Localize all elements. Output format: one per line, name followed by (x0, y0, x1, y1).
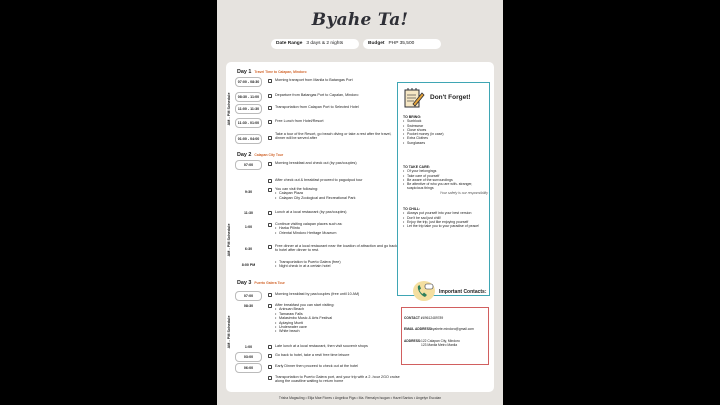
day1-schedule-label: AM - PM Schedule (227, 92, 231, 126)
day3-row (235, 374, 400, 386)
budget-label: Budget (368, 41, 385, 46)
day1-row (235, 131, 395, 147)
time-badge: 01:00 - 04:00 (235, 134, 262, 144)
itinerary-card (226, 62, 494, 392)
activity-text: Morning breakfast and check out (by pax/couples) (275, 161, 357, 165)
checkbox[interactable] (268, 179, 272, 183)
list-item: • Take care of yourself (403, 174, 488, 178)
day1-subtitle: Travel Time to Calapan, Mindoro (254, 70, 307, 74)
to-bring-section (403, 115, 488, 145)
day2-row (235, 243, 395, 255)
list-item: • Aninuan Beach (275, 307, 400, 311)
list-item: • White beach (275, 329, 400, 333)
to-take-care-section (403, 165, 488, 195)
day2-row (235, 259, 395, 271)
contact-number[interactable]: 09612489789 (423, 316, 444, 320)
to-chill-section (403, 207, 488, 228)
activity-intro: After breakfast you can start visiting: (275, 303, 335, 307)
checkbox[interactable] (268, 120, 272, 124)
day2-row (235, 160, 395, 172)
day1-heading (237, 69, 307, 75)
day3-row (235, 302, 395, 342)
checkbox[interactable] (268, 79, 272, 83)
section-heading: TO BRING: (403, 115, 422, 119)
budget-pill (363, 39, 441, 49)
date-range-pill (271, 39, 359, 49)
list-item: • Calapan City Zoological and Recreational Park (275, 196, 400, 200)
day3-heading (237, 280, 285, 286)
checkbox[interactable] (268, 365, 272, 369)
activity-text: Early Dinner then proceed to check out at the hotel (275, 364, 359, 368)
activity-intro: Continue visiting calapan places such as: (275, 222, 343, 226)
activity-text (275, 260, 400, 269)
email-row (404, 327, 474, 331)
dont-forget-title: Don't Forget! (430, 94, 471, 101)
date-range-label: Date Range (276, 41, 303, 46)
time-badge: 08:30 (235, 302, 262, 312)
checkbox[interactable] (268, 94, 272, 98)
date-range-value: 3 days & 2 nights (306, 41, 344, 46)
day2-heading (237, 152, 283, 158)
list-item: • Be aware of the surroundings (403, 178, 488, 182)
list-item: • Enjoy the trip, just like enjoying yourself (403, 220, 488, 224)
activity-text: Departure from Batangas Port to Capalan, Mindoro (275, 93, 359, 97)
time-badge: 9:30 (235, 188, 262, 198)
safety-note: Your safety is our responsibility (439, 190, 488, 195)
address-value (421, 339, 460, 347)
checkbox[interactable] (268, 304, 272, 308)
day2-row (235, 186, 395, 204)
time-badge: 06:00 (235, 363, 262, 373)
day1-row (235, 92, 395, 104)
list-item: • Always put yourself into your best version (403, 211, 488, 215)
activity-list (275, 191, 400, 200)
activity-list (275, 260, 400, 269)
list-item: • Be attentive of who you are with- stranger, suspicious things (403, 182, 488, 191)
checkbox[interactable] (268, 188, 272, 192)
activity-text: Free Lunch from Hotel/Resort (275, 119, 324, 123)
checkbox[interactable] (268, 136, 272, 140)
email-label: EMAIL ADDRESS: (404, 327, 433, 331)
activity-text (275, 303, 400, 334)
list-item: • Close shoes (403, 128, 488, 132)
time-badge: 1:00 (235, 223, 262, 233)
phone-chat-icon (412, 280, 436, 302)
time-badge: 03:00 (235, 352, 262, 362)
checkbox[interactable] (268, 106, 272, 110)
day3-schedule-label: AM - PM Schedule (227, 315, 231, 349)
day1-row (235, 118, 395, 130)
section-heading: TO CHILL: (403, 207, 421, 211)
section-list (403, 169, 488, 190)
list-item: • Swimwear (403, 124, 488, 128)
contacts-box (401, 307, 489, 365)
list-item: • Night check in at a certain hotel (275, 264, 400, 268)
day2-label: Day 2 (237, 152, 252, 158)
section-list (403, 211, 488, 228)
checkbox[interactable] (268, 162, 272, 166)
itinerary-page (217, 0, 503, 405)
address-line: 122 Calapan City, Mindoro (421, 339, 460, 343)
email-address[interactable]: byahete.mindoro@gmail.com (431, 327, 474, 331)
checkbox[interactable] (268, 376, 272, 380)
day2-schedule-label: AM - PM Schedule (227, 223, 231, 257)
checkbox[interactable] (268, 211, 272, 215)
list-item: • Let the trip take you to your paradise of peace! (403, 224, 488, 228)
day3-subtitle: Puerto Galera Tour (254, 281, 285, 285)
section-heading: TO TAKE CARE: (403, 165, 431, 169)
list-item: • Extra Clothes (403, 136, 488, 140)
activity-list (275, 307, 400, 333)
activity-text: Transportation from Calapan Port to Selected Hotel (275, 105, 359, 109)
activity-list (275, 226, 400, 235)
time-badge: 11:30 (235, 209, 262, 219)
time-badge: 08:30 - 11:00 (235, 92, 262, 102)
activity-text: Go back to hotel, take a rest/ free time leisure (275, 353, 350, 357)
list-item: • Don't be sad just chill! (403, 216, 488, 220)
contact-label: CONTACT #: (404, 316, 424, 320)
activity-text (275, 222, 400, 235)
checkbox[interactable] (268, 293, 272, 297)
notepad-pencil-icon (403, 87, 425, 109)
checkbox[interactable] (268, 345, 272, 349)
contacts-title: Important Contacts: (439, 289, 487, 295)
activity-text: Lunch at a local restaurant (by pax/couples) (275, 210, 347, 214)
dont-forget-panel (397, 82, 490, 296)
list-item: • Calapan Plaza (275, 191, 400, 195)
time-badge: 11:00 - 11:30 (235, 104, 262, 114)
time-badge: 11:30 - 01:00 (235, 118, 262, 128)
day1-label: Day 1 (237, 69, 252, 75)
day1-row (235, 104, 395, 116)
list-item: • Aplaying Munti (275, 321, 400, 325)
activity-text: Transportation to Puerto Galera port, and your trip with a 2 -hour 2GO cruise along the coastline waiting to return home (275, 375, 400, 384)
day2-subtitle: Calapan City Tour (254, 153, 284, 157)
address-line: 123 Manila Metro Manila (421, 343, 458, 347)
time-badge: 1:00 (235, 343, 262, 353)
activity-intro: You can visit the following: (275, 187, 319, 191)
checkbox[interactable] (268, 223, 272, 227)
list-item: • Malasimbo Music & Arts Festival (275, 316, 400, 320)
activity-text: Morning breakfast by pax/couples (free until 10 AM) (275, 292, 360, 296)
list-item: • Of your belongings (403, 169, 488, 173)
activity-text: After check out & breakfast proceed to pagudpud tour (275, 178, 363, 182)
time-badge: 07:00 - 08:30 (235, 77, 262, 87)
list-item: • Harka Pilinto (275, 226, 400, 230)
list-item: • Oriental Mindoro Heritage Museum (275, 231, 400, 235)
contact-number-row (404, 316, 443, 320)
time-badge: 07:00 (235, 291, 262, 301)
time-badge: 07:00 (235, 160, 262, 170)
address-row (404, 339, 460, 347)
day1-row (235, 77, 395, 89)
list-item: • Pocket money (in case) (403, 132, 488, 136)
time-badge: 6:30 (235, 245, 262, 255)
activity-text: Free dinner at a local restaurant near the location of attraction and go back to hotel after dinner to rest. (275, 244, 397, 253)
list-item: • Sunglasses (403, 141, 488, 145)
day2-row (235, 209, 395, 221)
list-item: • Transportation to Puerto Galera (free) (275, 260, 400, 264)
address-label: ADDRESS: (404, 339, 422, 343)
checkbox[interactable] (268, 245, 272, 249)
activity-text (275, 187, 400, 200)
section-list (403, 119, 488, 145)
page-title: Byahe Ta! (311, 10, 409, 30)
budget-value: PHP 35,500 (388, 41, 415, 46)
day2-row (235, 221, 395, 239)
activity-text: Late lunch at a local restaurant, then visit souvenir shops (275, 344, 368, 348)
list-item: • Sunblock (403, 119, 488, 123)
day3-label: Day 3 (237, 280, 252, 286)
footer-credits: Trisha Magsuling • Elija Mae Flores • Angelica Piga • Ma. Remalyn Isugan • Hazel Santos • Angelyn Escolan (278, 396, 442, 400)
list-item: • Underwater cave (275, 325, 400, 329)
list-item: • Tamaraw Falls (275, 312, 400, 316)
activity-text: Take a tour of the Resort, go beach diving or take a rest after the travel, dinner will be served after (275, 132, 392, 141)
activity-text: Morning transport from Manila to Batangas Port (275, 78, 353, 82)
checkbox[interactable] (268, 354, 272, 358)
time-badge: 8:00 PM (235, 261, 262, 271)
